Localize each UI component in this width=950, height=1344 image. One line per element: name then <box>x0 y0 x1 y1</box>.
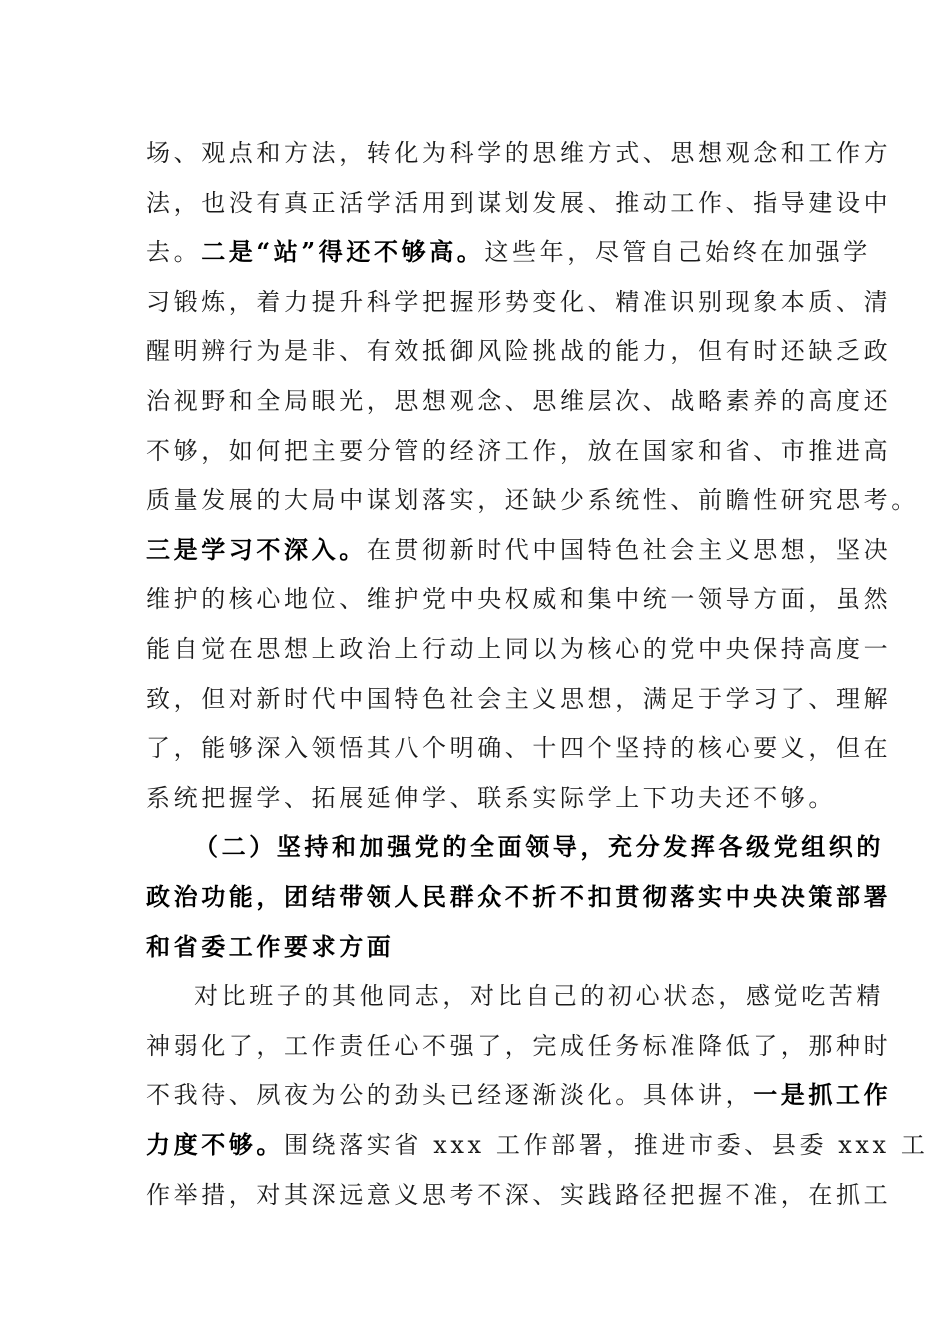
text-line <box>146 227 871 277</box>
text-line <box>146 1021 892 1071</box>
bold-text-run: （二）坚持和加强党的全面领导，充分发挥各级党组织的 <box>194 832 884 862</box>
text-run: 神弱化了，工作责任心不强了，完成任务标准降低了，那种时 <box>146 1031 892 1060</box>
text-line <box>146 1170 892 1220</box>
text-run: 不我待、夙夜为公的劲头已经逐渐淡化。具体讲， <box>146 1081 754 1110</box>
text-line <box>146 475 919 525</box>
text-line <box>146 1070 892 1120</box>
text-line <box>194 822 884 872</box>
text-line <box>146 1120 929 1170</box>
text-line <box>146 326 892 376</box>
bold-text-run: 和省委工作要求方面 <box>146 931 395 961</box>
text-run: 法，也没有真正活学活用到谋划发展、推动工作、指导建设中 <box>146 188 892 217</box>
text-run: 致，但对新时代中国特色社会主义思想，满足于学习了、理解 <box>146 684 892 713</box>
text-run: 不够，如何把主要分管的经济工作，放在国家和省、市推进高 <box>146 436 892 465</box>
text-run: 治视野和全局眼光，思想观念、思维层次、战略素养的高度还 <box>146 387 892 415</box>
text-line <box>194 971 884 1021</box>
text-line <box>146 574 892 624</box>
text-run: 作举措，对其深远意义思考不深、实践路径把握不准，在抓工 <box>146 1180 892 1209</box>
text-run: 围绕落实省 xxx 工作部署，推进市委、县委 xxx 工 <box>284 1131 929 1159</box>
text-line <box>146 674 892 724</box>
text-run: 习锻炼，着力提升科学把握形势变化、精准识别现象本质、清 <box>146 287 892 316</box>
text-line <box>146 723 892 773</box>
text-line <box>146 128 892 178</box>
text-line <box>146 277 892 327</box>
text-line <box>146 624 892 674</box>
text-run: 质量发展的大局中谋划落实，还缺少系统性、前瞻性研究思考。 <box>146 486 919 515</box>
text-line <box>146 178 892 228</box>
text-line <box>146 376 892 426</box>
text-line <box>146 773 836 823</box>
bold-text-run: 力度不够。 <box>146 1130 284 1159</box>
text-run: 了，能够深入领悟其八个明确、十四个坚持的核心要义，但在 <box>146 734 892 763</box>
text-line <box>146 426 892 476</box>
bold-text-run: 三是学习不深入。 <box>146 534 367 564</box>
bold-text-run: 政治功能，团结带领人民群众不折不扣贯彻落实中央决策部署 <box>146 882 892 911</box>
text-run: 醒明辨行为是非、有效抵御风险挑战的能力，但有时还缺乏政 <box>146 337 892 366</box>
text-run: 系统把握学、拓展延伸学、联系实际学上下功夫还不够。 <box>146 783 836 812</box>
text-run: 这些年，尽管自己始终在加强学 <box>484 238 871 267</box>
text-line <box>146 525 892 575</box>
text-run: 维护的核心地位、维护党中央权威和集中统一领导方面，虽然 <box>146 585 892 614</box>
bold-text-run: 二是“站”得还不够高。 <box>201 237 485 267</box>
text-run: 去。 <box>146 238 202 267</box>
text-line <box>146 872 892 922</box>
bold-text-run: 一是抓工作 <box>753 1080 892 1110</box>
text-run: 场、观点和方法，转化为科学的思维方式、思想观念和工作方 <box>146 139 892 167</box>
text-run: 对比班子的其他同志，对比自己的初心状态，感觉吃苦精 <box>194 982 884 1011</box>
text-line <box>146 922 826 972</box>
text-run: 在贯彻新时代中国特色社会主义思想，坚决 <box>366 535 892 564</box>
text-run: 能自觉在思想上政治上行动上同以为核心的党中央保持高度一 <box>146 635 892 663</box>
